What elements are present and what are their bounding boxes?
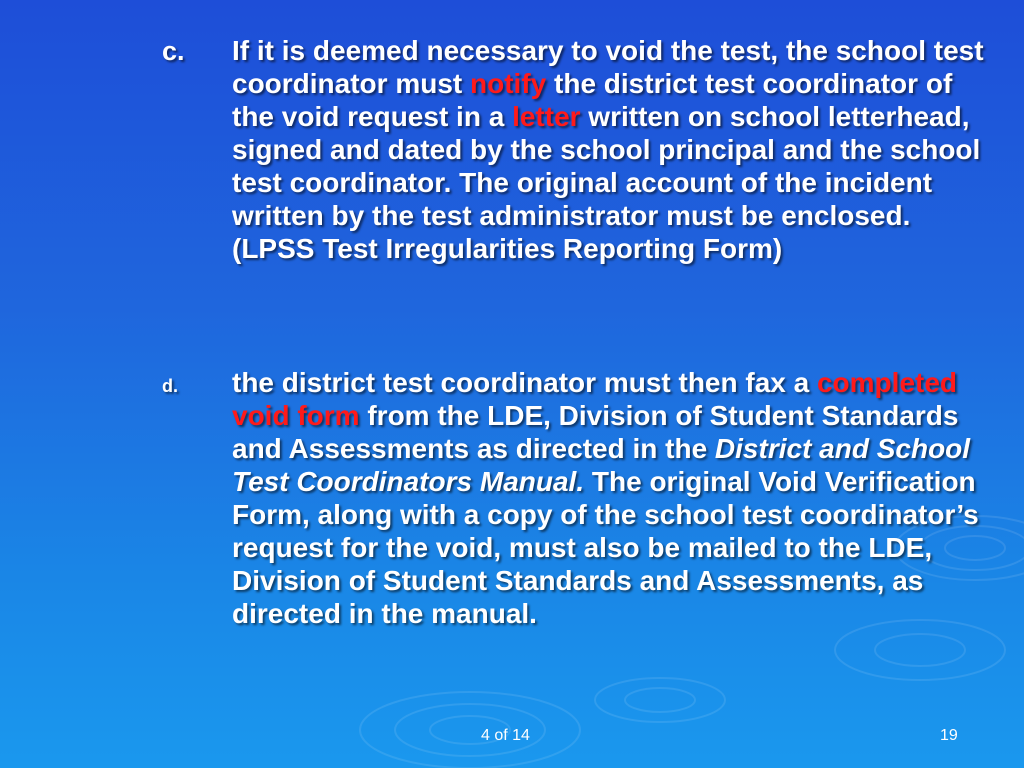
- item-c-text-1: If it is deemed necessary to void the test, the school test coordinator must: [232, 35, 984, 99]
- item-c-text-2: the district test coordinator of the void request in a: [232, 68, 953, 132]
- list-marker-c: c.: [162, 36, 185, 66]
- footer-page-indicator: 4 of 14: [481, 727, 530, 744]
- item-c-text-3: written on school letterhead, signed and dated by the school principal and the school test coordinator. The original account of the incident written by the test administrator must be enclosed. (LPSS Test Irregularities Reporting Form): [232, 101, 981, 264]
- item-d-paragraph: [232, 366, 992, 630]
- item-c-paragraph: [232, 34, 992, 265]
- item-d-text-2: from the LDE, Division of Student Standards and Assessments as directed in the: [232, 400, 959, 464]
- list-marker-d: d.: [162, 376, 178, 396]
- footer-slide-number: 19: [940, 727, 958, 744]
- manual-title-italic: District and School Test Coordinators Manual.: [232, 433, 971, 497]
- item-d-text-3: The original Void Verification Form, along with a copy of the school test coordinator’s request for the void, must also be mailed to the LDE, Division of Student Standards and Assessments, as directed in the manual.: [232, 466, 979, 629]
- highlight-notify: notify: [470, 68, 547, 99]
- highlight-letter: letter: [512, 101, 581, 132]
- highlight-completed-void-form: completed void form: [232, 367, 958, 431]
- item-d-text-1: the district test coordinator must then fax a: [232, 367, 817, 398]
